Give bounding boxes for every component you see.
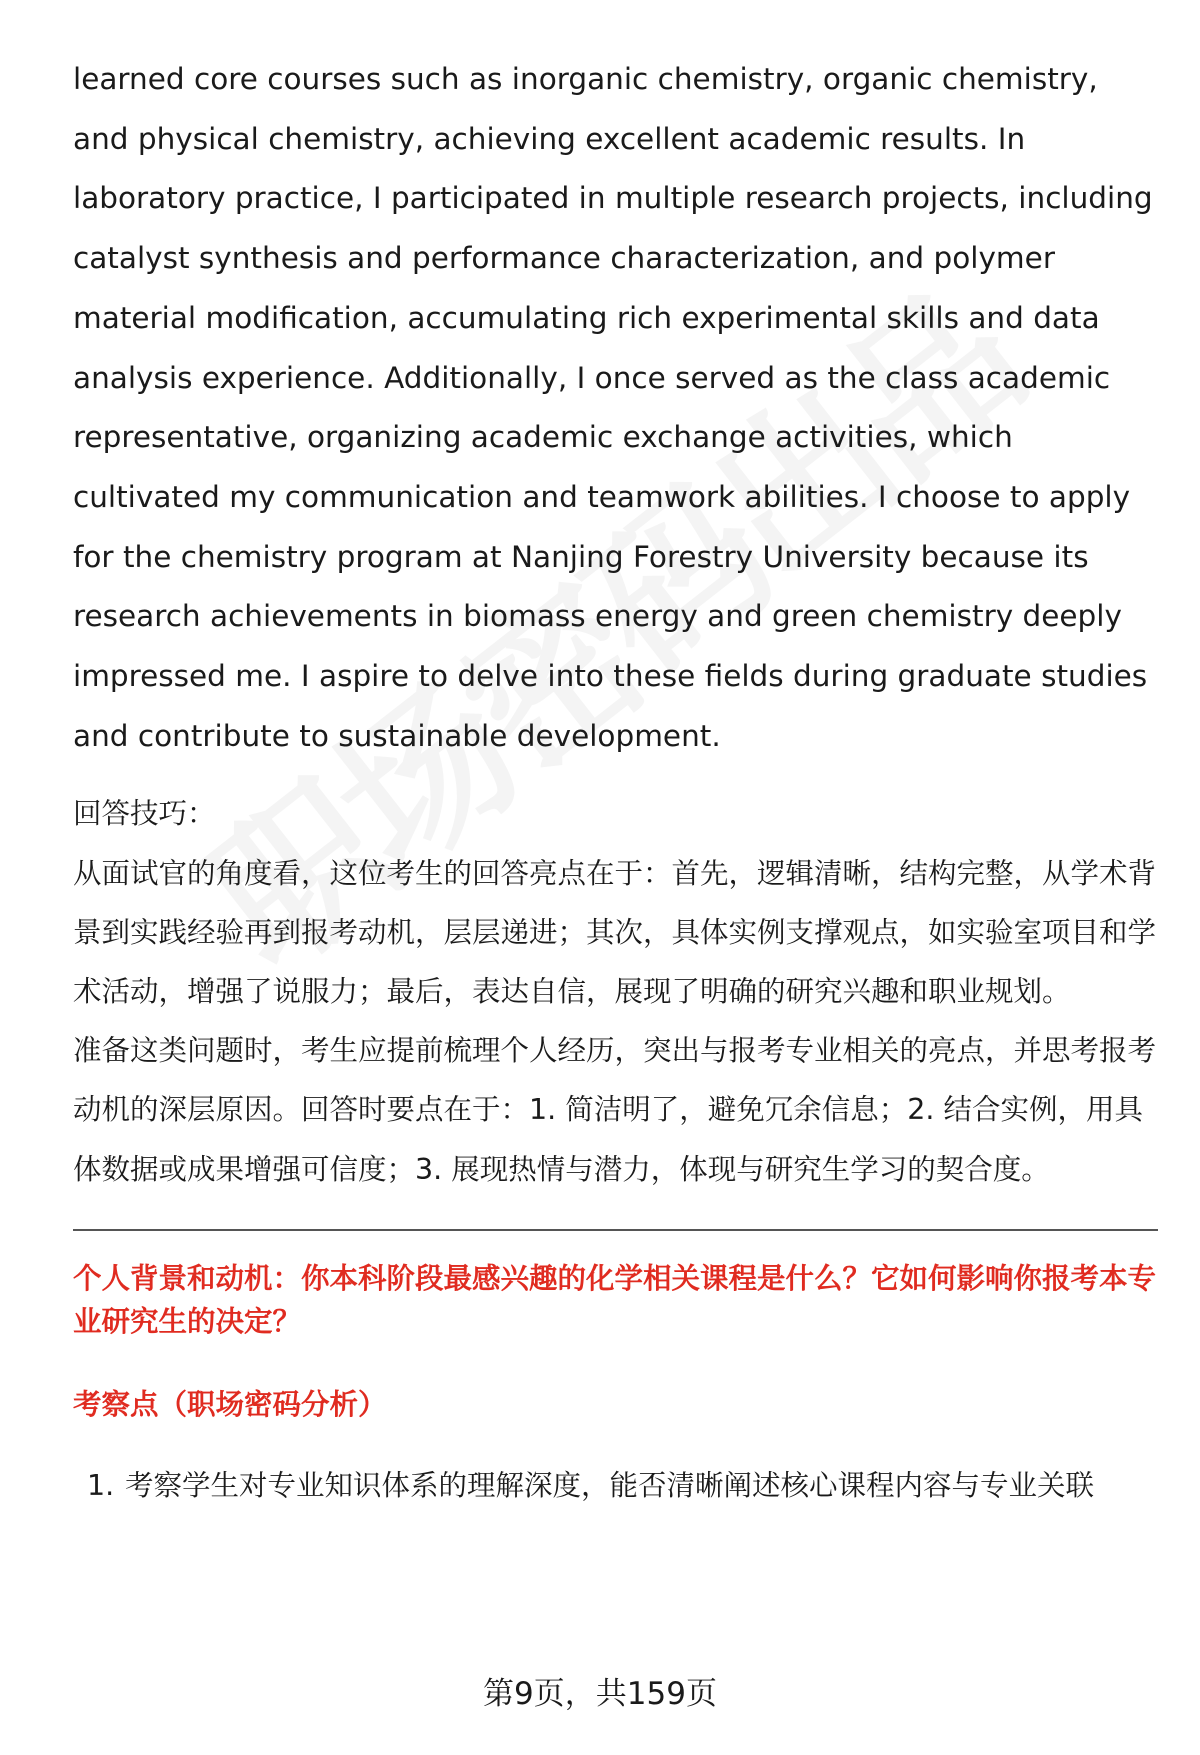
english-answer-paragraph: learned core courses such as inorganic chemistry, organic chemistry, and physical chemistry, achieving excellent academic results. In laboratory practice, I participated in multiple research projects, including catalyst synthesis and performance characterization, and polymer material modification, accumulating rich experimental skills and data analysis experience. Additionally, I once served as the class academic representative, organizing academic exchange activities, which cultivated my communication and teamwork abilities. I choose to apply for the chemistry program at Nanjing Forestry University because its research achievements in biomass energy and green chemistry deeply impressed me. I aspire to delve into these fields during graduate studies and contribute to sustainable development. <box>73 62 1153 753</box>
page-number: 第9页，共159页 <box>483 1676 717 1712</box>
tips-paragraph-1: 从面试官的角度看，这位考生的回答亮点在于：首先，逻辑清晰，结构完整，从学术背景到实践经验再到报考动机，层层递进；其次，具体实例支撑观点，如实验室项目和学术活动，增强了说服力；最后，表达自信，展现了明确的研究兴趣和职业规划。 <box>73 856 1157 1009</box>
page-content <box>73 50 1158 1508</box>
list-item <box>73 1464 1158 1508</box>
assessment-heading: 考察点（职场密码分析） <box>73 1387 387 1421</box>
tips-label: 回答技巧： <box>73 797 216 831</box>
answer-tips-section <box>73 784 1158 1198</box>
tips-paragraph-2: 准备这类问题时，考生应提前梳理个人经历，突出与报考专业相关的亮点，并思考报考动机的深层原因。回答时要点在于：1. 简洁明了，避免冗余信息；2. 结合实例，用具体数据或成果增强可信度；3. 展现热情与潜力，体现与研究生学习的契合度。 <box>73 1034 1157 1186</box>
question-title: 个人背景和动机：你本科阶段最感兴趣的化学相关课程是什么？它如何影响你报考本专业研究生的决定？ <box>73 1261 1157 1338</box>
list-item-number: 1. <box>87 1468 115 1502</box>
section-divider <box>73 1229 1158 1231</box>
list-item-text: 考察学生对专业知识体系的理解深度，能否清晰阐述核心课程内容与专业关联 <box>125 1468 1095 1502</box>
